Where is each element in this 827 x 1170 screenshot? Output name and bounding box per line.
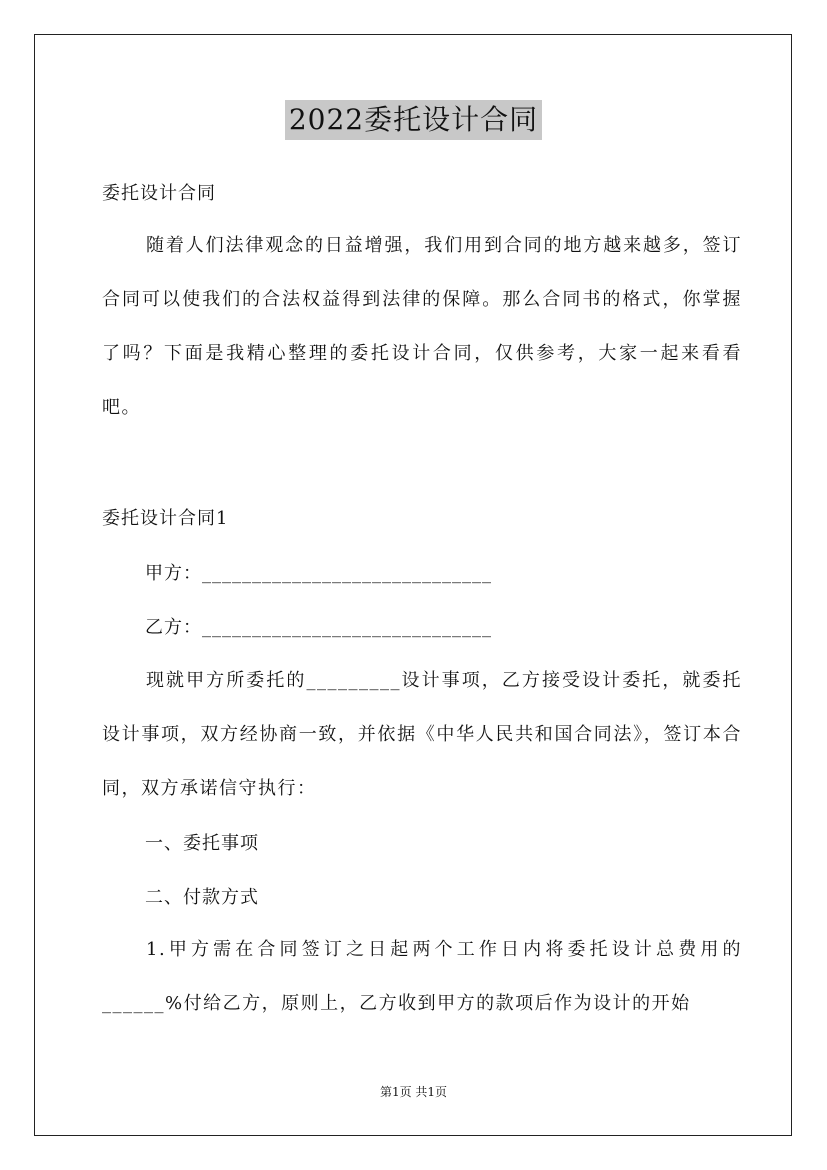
page-number-label: 第1页 共1页 bbox=[379, 1085, 448, 1099]
intro-paragraph: 随着人们法律观念的日益增强，我们用到合同的地方越来越多，签订合同可以使我们的合法权益得到法律的保障。那么合同书的格式，你掌握了吗？下面是我精心整理的委托设计合同，仅供参考，大家一起来看看吧。 bbox=[102, 235, 742, 418]
party-b-field: 乙方：_____________________________ bbox=[145, 617, 492, 638]
page-footer bbox=[0, 1084, 827, 1100]
section-1-heading: 一、委托事项 bbox=[145, 833, 259, 854]
clause-2-1-paragraph: 1.甲方需在合同签订之日起两个工作日内将委托设计总费用的______%付给乙方，原则上，乙方收到甲方的款项后作为设计的开始 bbox=[102, 939, 742, 1014]
document-title: 2022委托设计合同 bbox=[285, 100, 542, 140]
party-a-field: 甲方：_____________________________ bbox=[145, 563, 492, 584]
contract-title: 委托设计合同1 bbox=[102, 508, 229, 529]
preamble-paragraph: 现就甲方所委托的_________设计事项，乙方接受设计委托，就委托设计事项，双方经协商一致，并依据《中华人民共和国合同法》，签订本合同，双方承诺信守执行： bbox=[102, 670, 742, 799]
title-container bbox=[0, 100, 827, 140]
section-2-heading: 二、付款方式 bbox=[145, 887, 259, 908]
document-heading: 委托设计合同 bbox=[102, 183, 216, 204]
